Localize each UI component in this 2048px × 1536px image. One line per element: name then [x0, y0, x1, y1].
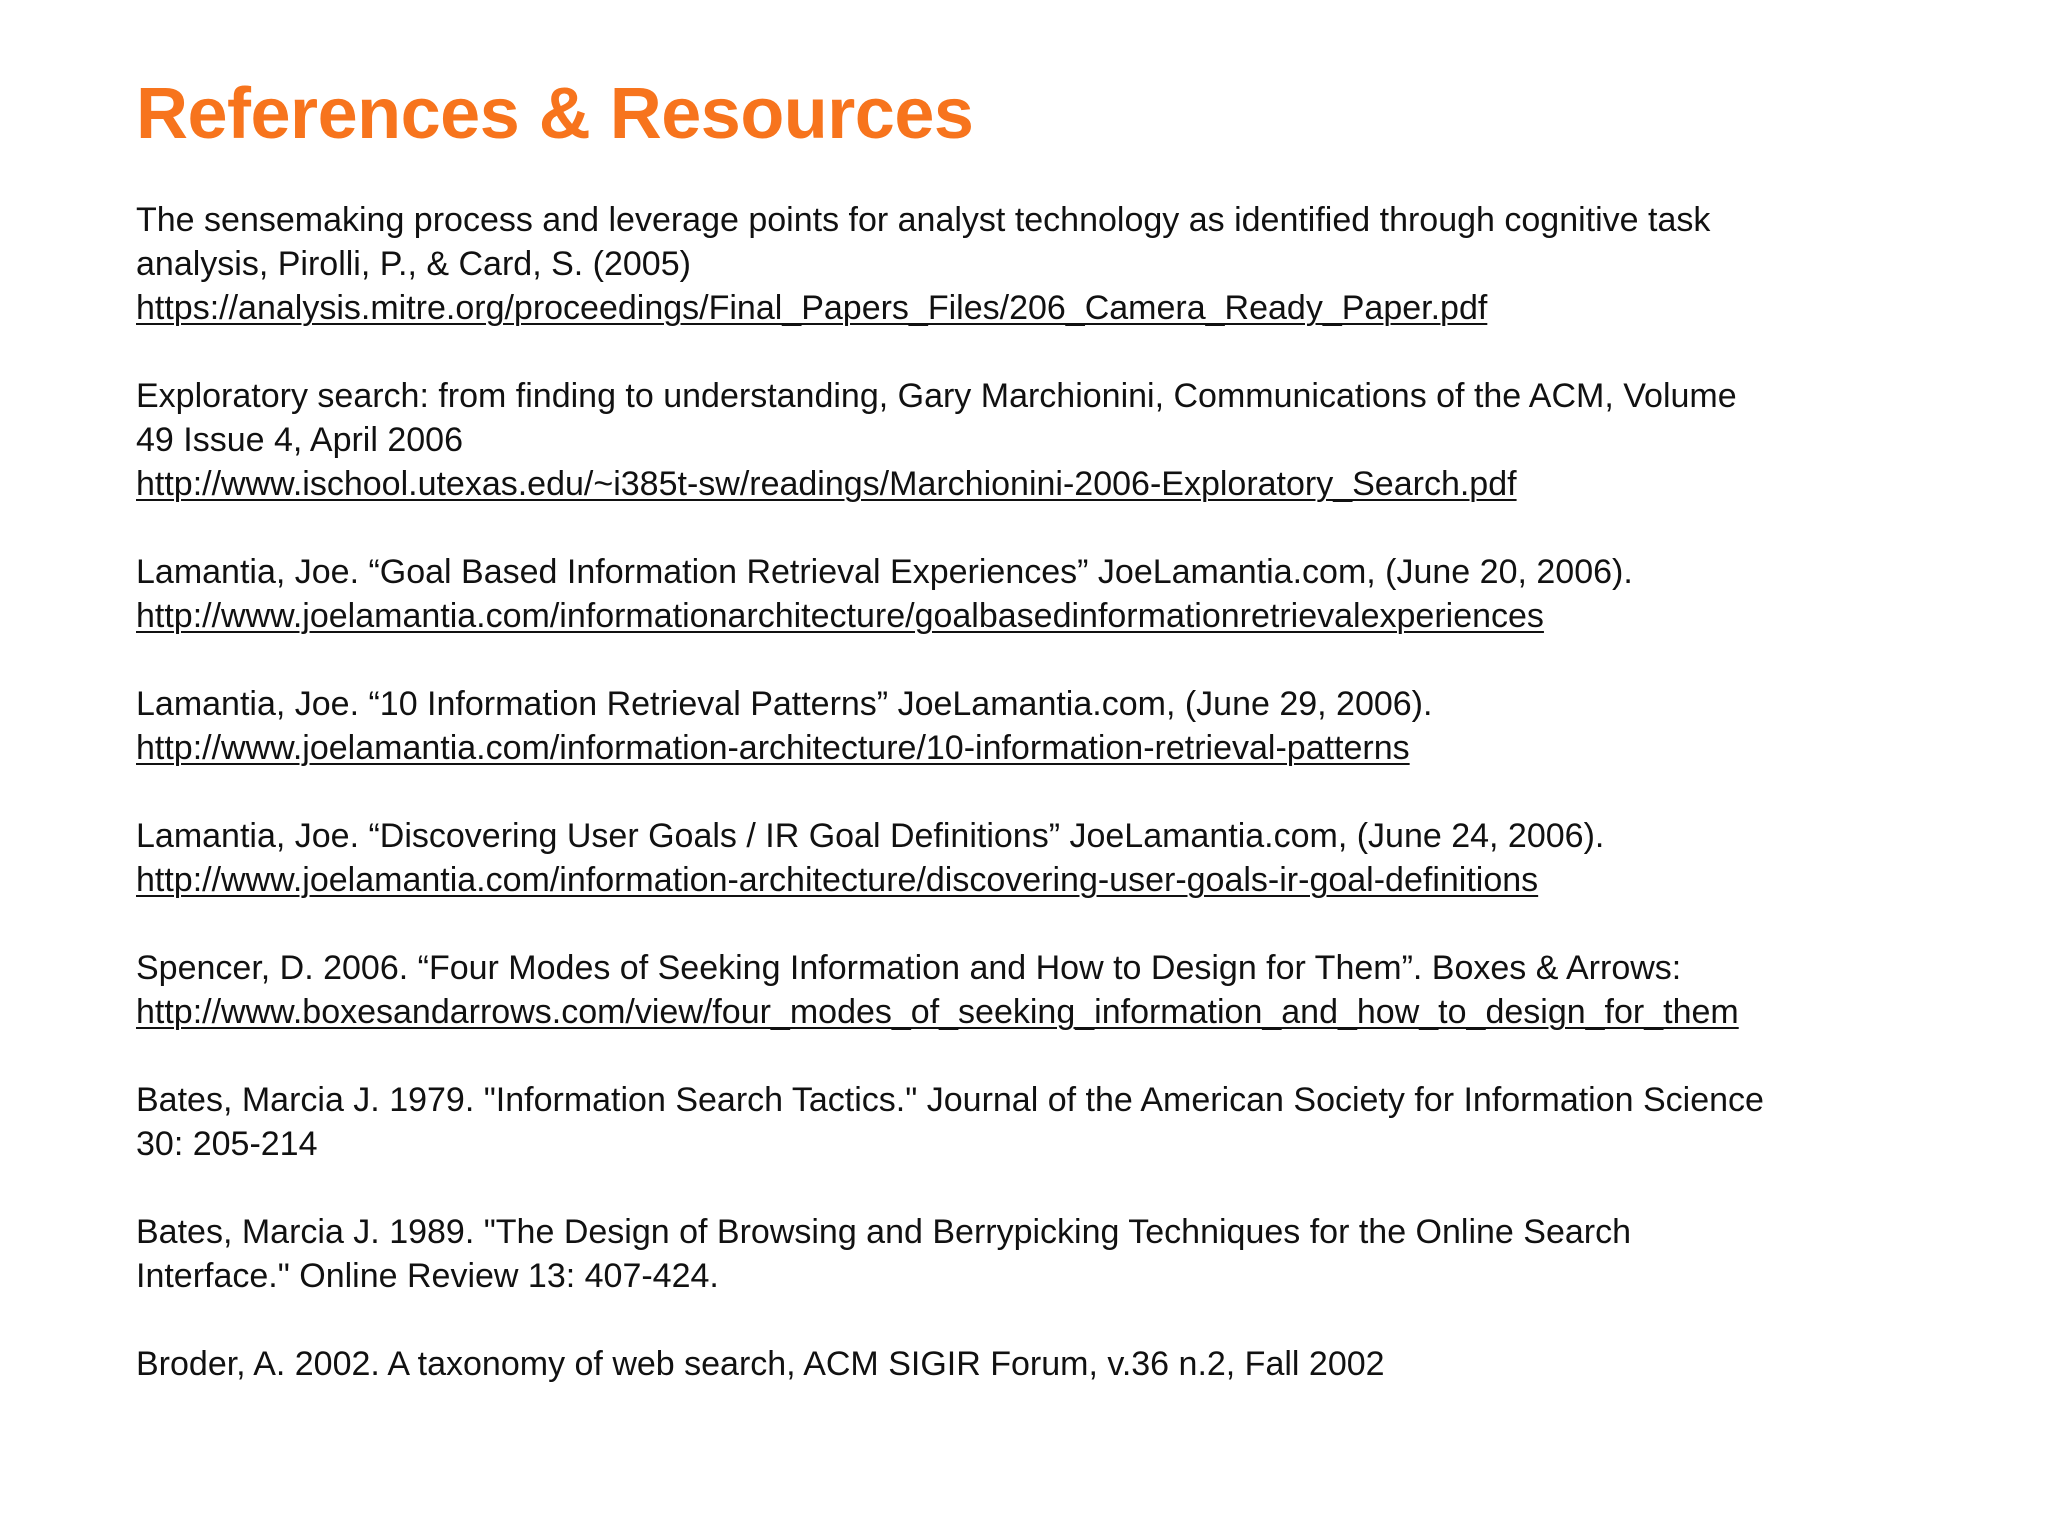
reference-text: Exploratory search: from finding to understanding, Gary Marchionini, Communications of the ACM, Volume — [136, 377, 1737, 415]
reference-link[interactable]: http://www.ischool.utexas.edu/~i385t-sw/readings/Marchionini-2006-Exploratory_Search.pdf — [136, 465, 1517, 503]
reference-link[interactable]: http://www.joelamantia.com/informationarchitecture/goalbasedinformationretrievalexperiences — [136, 597, 1544, 635]
reference-item — [136, 1210, 1936, 1298]
reference-list — [136, 198, 1936, 1430]
reference-item — [136, 814, 1936, 902]
reference-item — [136, 550, 1936, 638]
reference-item — [136, 682, 1936, 770]
reference-text: Lamantia, Joe. “10 Information Retrieval Patterns” JoeLamantia.com, (June 29, 2006). — [136, 685, 1433, 723]
reference-text: Spencer, D. 2006. “Four Modes of Seeking Information and How to Design for Them”. Boxes & Arrows: — [136, 949, 1682, 987]
reference-link[interactable]: http://www.boxesandarrows.com/view/four_modes_of_seeking_information_and_how_to_design_for_them — [136, 993, 1739, 1031]
reference-item — [136, 198, 1936, 330]
page-title: References & Resources — [136, 74, 974, 154]
reference-link[interactable]: http://www.joelamantia.com/information-architecture/10-information-retrieval-patterns — [136, 729, 1410, 767]
reference-text: Bates, Marcia J. 1979. "Information Search Tactics." Journal of the American Society for Information Science — [136, 1081, 1764, 1119]
reference-link[interactable]: https://analysis.mitre.org/proceedings/Final_Papers_Files/206_Camera_Ready_Paper.pdf — [136, 289, 1488, 327]
reference-link[interactable]: http://www.joelamantia.com/information-architecture/discovering-user-goals-ir-goal-definitions — [136, 861, 1539, 899]
reference-item — [136, 1342, 1936, 1386]
reference-text: Bates, Marcia J. 1989. "The Design of Browsing and Berrypicking Techniques for the Online Search — [136, 1213, 1632, 1251]
reference-text: The sensemaking process and leverage points for analyst technology as identified through cognitive task — [136, 201, 1711, 239]
reference-item — [136, 946, 1936, 1034]
reference-text: 49 Issue 4, April 2006 — [136, 421, 464, 459]
reference-item — [136, 374, 1936, 506]
reference-text: Lamantia, Joe. “Goal Based Information Retrieval Experiences” JoeLamantia.com, (June 20, 2006). — [136, 553, 1633, 591]
reference-text: Broder, A. 2002. A taxonomy of web search, ACM SIGIR Forum, v.36 n.2, Fall 2002 — [136, 1345, 1385, 1383]
reference-text: Interface." Online Review 13: 407-424. — [136, 1257, 719, 1295]
reference-text: analysis, Pirolli, P., & Card, S. (2005) — [136, 245, 691, 283]
reference-text: Lamantia, Joe. “Discovering User Goals / IR Goal Definitions” JoeLamantia.com, (June 24, 2006). — [136, 817, 1605, 855]
reference-item — [136, 1078, 1936, 1166]
reference-text: 30: 205-214 — [136, 1125, 318, 1163]
